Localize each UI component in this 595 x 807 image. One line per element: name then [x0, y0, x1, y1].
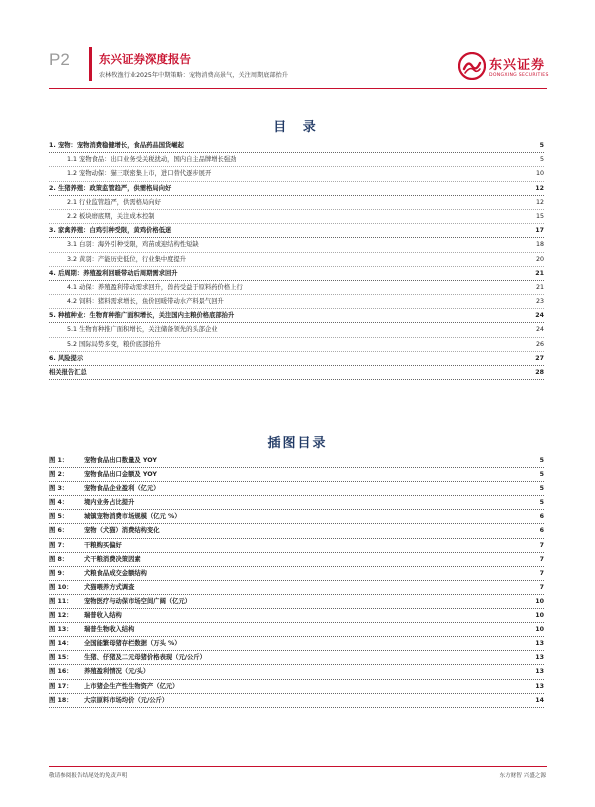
figure-entry-number: 图 11： — [49, 597, 73, 605]
figure-entry[interactable] — [49, 665, 544, 679]
footer-divider — [49, 766, 547, 767]
toc-entry-page: 21 — [533, 267, 544, 280]
footer-disclaimer: 敬请参阅报告结尾处的免责声明 — [49, 773, 128, 779]
figure-entry-text: 宠物食品企业盈利（亿元） — [84, 482, 162, 495]
figure-entry-page: 6 — [538, 510, 544, 523]
figure-entry-number: 图 14： — [49, 640, 73, 648]
figure-entry-page: 5 — [538, 454, 544, 467]
toc-entry[interactable] — [49, 352, 544, 366]
toc-entry[interactable] — [49, 281, 544, 295]
toc-entry[interactable] — [49, 153, 544, 167]
figures-title: 插图目录 — [267, 436, 328, 451]
toc-entry-text: 6. 风险提示 — [49, 352, 85, 365]
report-subtitle: 农林牧渔行业2025年中期策略：宠物消费高景气，关注周期底部抬升 — [99, 72, 288, 79]
figure-entry-number: 图 18： — [49, 696, 73, 704]
figure-entry[interactable] — [49, 468, 544, 482]
figure-entry[interactable] — [49, 567, 544, 581]
toc-list — [49, 139, 544, 380]
toc-entry-text: 2.2 板块磨底期，关注成本控制 — [67, 210, 157, 223]
figure-entry-number: 图 6： — [49, 527, 69, 535]
figure-entry[interactable] — [49, 623, 544, 637]
figure-entry-text: 生猪、仔猪及二元母猪价格表现（元/公斤） — [84, 651, 208, 664]
figure-entry[interactable] — [49, 553, 544, 567]
figure-entry[interactable] — [49, 609, 544, 623]
figure-entry-text: 大宗原料市场均价（元/公斤） — [84, 694, 170, 707]
header-divider — [49, 88, 547, 89]
toc-entry-text: 3. 家禽养殖：白鸡引种受限，黄鸡价格低迷 — [49, 224, 173, 237]
figure-entry[interactable] — [49, 524, 544, 538]
figure-entry-page: 13 — [533, 665, 544, 678]
figure-entry-text: 养殖盈利情况（元/头） — [84, 665, 151, 678]
figure-entry-page: 13 — [533, 680, 544, 693]
figure-entry-text: 宠物医疗与动保市场空间广阔（亿元） — [84, 595, 193, 608]
figure-entry-page: 13 — [533, 651, 544, 664]
toc-entry-text: 1. 宠物：宠物消费稳健增长，食品药品国货崛起 — [49, 139, 186, 152]
toc-entry[interactable] — [49, 295, 544, 309]
toc-entry[interactable] — [49, 182, 544, 196]
figure-entry-text: 城镇宠物消费市场规模（亿元 %） — [84, 510, 183, 523]
footer-slogan: 东方财智 兴盛之源 — [499, 773, 546, 779]
figure-entry[interactable] — [49, 510, 544, 524]
toc-entry-text: 相关报告汇总 — [49, 366, 89, 379]
figure-entry-number: 图 9： — [49, 569, 69, 577]
figure-entry-page: 10 — [533, 623, 544, 636]
figure-entry-text: 宠物食品出口数量及 YOY — [84, 454, 159, 467]
toc-entry[interactable] — [49, 338, 544, 352]
figure-entry[interactable] — [49, 651, 544, 665]
toc-entry-text: 4.1 动保：养殖盈利带动需求回升，兽药受益于原料药价格上行 — [67, 281, 245, 294]
figure-entry[interactable] — [49, 694, 544, 708]
toc-entry-text: 5.2 国际局势多变，粮价底部抬升 — [67, 338, 163, 351]
figure-entry-page: 7 — [538, 567, 544, 580]
figure-entry-number: 图 16： — [49, 668, 73, 676]
toc-entry-page: 12 — [533, 182, 544, 195]
figure-entry-page: 7 — [538, 581, 544, 594]
figure-entry-page: 7 — [538, 539, 544, 552]
toc-entry-page: 17 — [533, 224, 544, 237]
figure-entry-text: 上市猪企生产性生物资产（亿元） — [84, 680, 180, 693]
toc-entry[interactable] — [49, 309, 544, 323]
figure-entry-text: 犬粮食品成交金额结构 — [84, 567, 149, 580]
figure-entry-page: 5 — [538, 496, 544, 509]
toc-entry[interactable] — [49, 139, 544, 153]
figure-entry-text: 全国能繁母猪存栏数据（万头 %） — [84, 637, 183, 650]
toc-entry-page: 15 — [534, 210, 544, 223]
figure-entry-number: 图 1： — [49, 457, 69, 464]
toc-entry[interactable] — [49, 267, 544, 281]
figure-entry[interactable] — [49, 680, 544, 694]
toc-entry-text: 3.2 黄羽：产能历史低位，行业集中度提升 — [67, 253, 188, 266]
figure-entry-number: 图 10： — [49, 583, 73, 591]
toc-entry-text: 3.1 白羽：海外引种受限，鸡苗或迎结构性短缺 — [67, 238, 201, 251]
toc-entry[interactable] — [49, 167, 544, 181]
figure-entry-page: 5 — [538, 482, 544, 495]
toc-entry-text: 5.1 生物育种推广面积增长，关注储备领先的头部企业 — [67, 323, 220, 336]
toc-entry-page: 18 — [534, 238, 544, 251]
figure-entry[interactable] — [49, 496, 544, 510]
figure-entry-text: 干粮购买偏好 — [84, 539, 124, 552]
toc-entry-page: 21 — [534, 281, 544, 294]
figure-entry-number: 图 5： — [49, 513, 69, 521]
toc-entry-text: 4. 后周期：养殖盈利回暖带动后周期需求回升 — [49, 267, 180, 280]
toc-entry-page: 26 — [534, 338, 544, 351]
toc-entry[interactable] — [49, 323, 544, 337]
brand-name: 东兴证券 — [489, 58, 546, 73]
figure-entry-number: 图 2： — [49, 471, 69, 479]
figure-entry-text: 犬猫喂养方式调查 — [84, 581, 136, 594]
toc-entry-page: 27 — [533, 352, 544, 365]
figure-entry-text: 瑞普收入结构 — [84, 609, 124, 622]
header-accent-bar — [89, 47, 92, 81]
toc-entry[interactable] — [49, 196, 544, 210]
toc-entry-page: 23 — [534, 295, 544, 308]
figure-list — [49, 454, 544, 708]
figure-entry-page: 7 — [538, 553, 544, 566]
figure-entry[interactable] — [49, 539, 544, 553]
toc-entry[interactable] — [49, 210, 544, 224]
toc-entry-page: 24 — [533, 309, 544, 322]
toc-entry-page: 5 — [538, 139, 544, 152]
figure-entry-text: 境内业务占比提升 — [84, 496, 136, 509]
toc-entry[interactable] — [49, 253, 544, 267]
figure-entry[interactable] — [49, 581, 544, 595]
figure-entry[interactable] — [49, 482, 544, 496]
figure-entry[interactable] — [49, 595, 544, 609]
company-logo — [458, 52, 558, 84]
toc-entry-text: 1.1 宠物食品：出口业务受关税扰动，国内自主品牌增长强劲 — [67, 153, 238, 166]
figure-entry-text: 宠物食品出口金额及 YOY — [84, 468, 159, 481]
figure-entry-page: 14 — [533, 694, 544, 707]
toc-entry-page: 20 — [534, 253, 544, 266]
toc-entry-text: 2.1 行业监管趋严，供需格局向好 — [67, 196, 163, 209]
toc-entry-page: 5 — [538, 153, 544, 166]
toc-entry-page: 24 — [534, 323, 544, 336]
report-type-title: 东兴证券深度报告 — [99, 52, 191, 66]
figure-entry-text: 犬干粮消费决策因素 — [84, 553, 143, 566]
figure-entry[interactable] — [49, 454, 544, 468]
toc-entry[interactable] — [49, 366, 544, 380]
figure-entry-text: 瑞普生物收入结构 — [84, 623, 136, 636]
dongxing-logo-icon — [458, 52, 486, 80]
toc-entry-text: 2. 生猪养殖：政策监管趋严，供需格局向好 — [49, 182, 173, 195]
figure-entry-number: 图 12： — [49, 612, 73, 620]
toc-entry-page: 10 — [534, 167, 544, 180]
toc-entry[interactable] — [49, 224, 544, 238]
toc-entry-page: 28 — [533, 366, 544, 379]
figure-entry-page: 5 — [538, 468, 544, 481]
figure-entry-page: 6 — [538, 524, 544, 537]
toc-entry-text: 4.2 饲料：猪料需求增长，鱼价回暖带动水产料景气回升 — [67, 295, 226, 308]
toc-entry-text: 1.2 宠物动保：猫三联密集上市，进口替代逐步展开 — [67, 167, 213, 180]
brand-name-en: DONGXING SECURITIES — [489, 73, 549, 78]
figure-entry[interactable] — [49, 637, 544, 651]
toc-title: 目 录 — [273, 120, 322, 135]
toc-entry-page: 12 — [534, 196, 544, 209]
figure-entry-number: 图 13： — [49, 626, 73, 634]
figure-entry-number: 图 8： — [49, 555, 69, 563]
figure-entry-number: 图 4： — [49, 499, 69, 507]
figure-entry-page: 10 — [533, 595, 544, 608]
page-number: P2 — [49, 50, 70, 69]
figure-entry-page: 13 — [533, 637, 544, 650]
toc-entry[interactable] — [49, 238, 544, 252]
toc-entry-text: 5. 种植种业：生物育种推广面积增长，关注国内主粮价格底部抬升 — [49, 309, 236, 322]
figure-entry-number: 图 15： — [49, 654, 73, 662]
figure-entry-number: 图 17： — [49, 682, 73, 690]
figure-entry-page: 10 — [533, 609, 544, 622]
figure-entry-text: 宠物（犬猫）消费结构变化 — [84, 524, 162, 537]
figure-entry-number: 图 7： — [49, 541, 69, 549]
figure-entry-number: 图 3： — [49, 485, 69, 493]
